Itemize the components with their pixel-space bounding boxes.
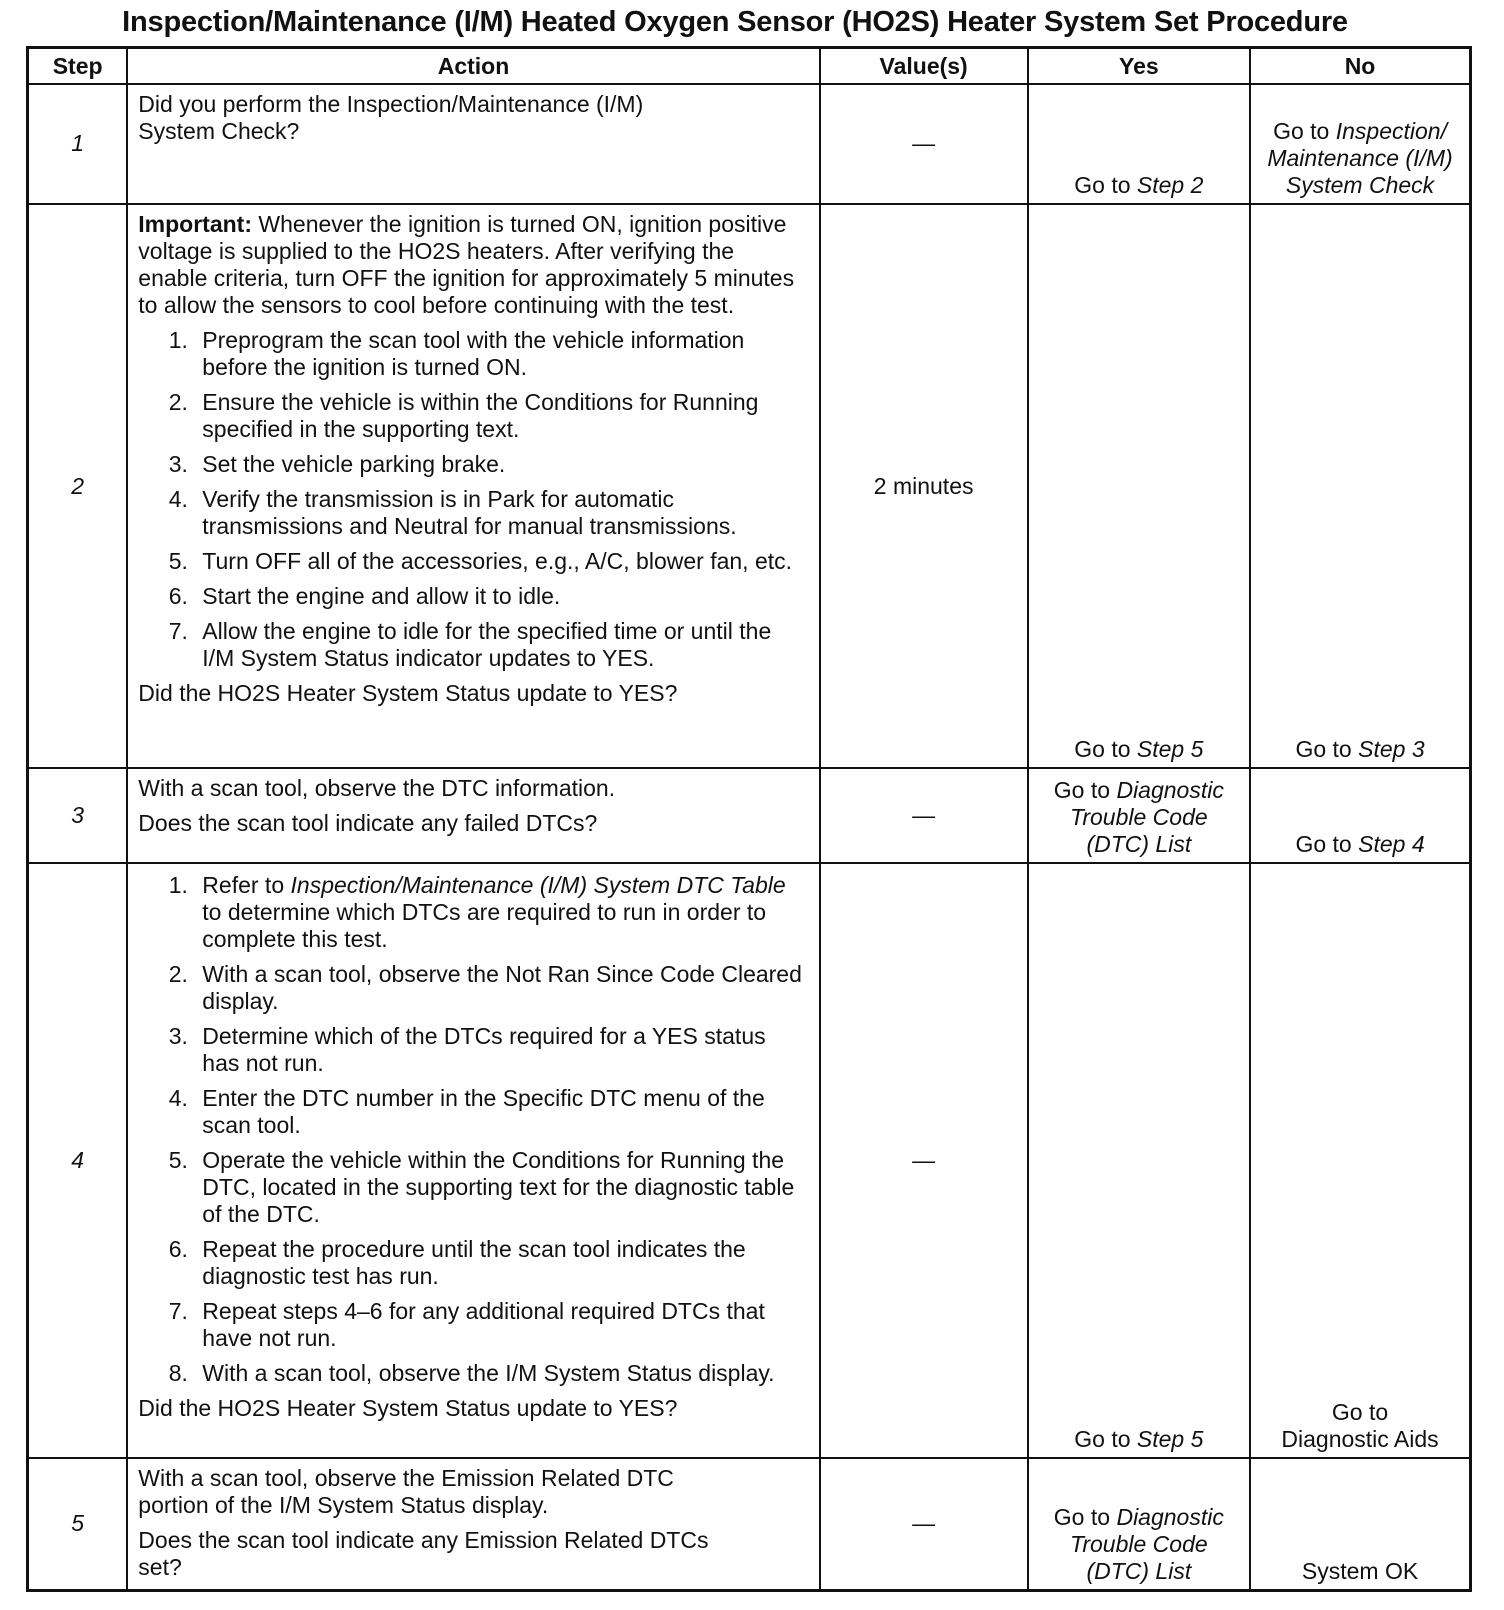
header-action: Action [127,48,819,85]
yes-cell [1028,84,1250,204]
table-row [28,1458,1471,1591]
yes-cell [1028,204,1250,769]
header-yes: Yes [1028,48,1250,85]
yes-link[interactable]: Diagnostic Trouble Code (DTC) List [1070,776,1224,857]
step-number: 5 [28,1458,128,1591]
action-cell [127,84,819,204]
list-item: 4. Enter the DTC number in the Specific DTC menu of the scan tool. [194,1085,808,1139]
value-cell: — [820,863,1028,1458]
important-text: Whenever the ignition is turned ON, ignition positive voltage is supplied to the HO2S heaters. After verifying the enable criteria, turn OFF the ignition for approximately 5 minutes to allow the sensors to cool before continuing with the test. [138,210,795,318]
value-cell: 2 minutes [820,204,1028,769]
no-prefix: Go to [1273,117,1336,144]
no-cell [1250,768,1470,862]
action-cell [127,863,819,1458]
value-cell: — [820,768,1028,862]
step-number: 2 [28,204,128,769]
yes-cell [1028,768,1250,862]
list-item: 2. With a scan tool, observe the Not Ran Since Code Cleared display. [194,961,808,1015]
action-cell [127,768,819,862]
important-note [138,211,808,319]
table-row [28,84,1471,204]
list-item [194,872,808,953]
header-no: No [1250,48,1470,85]
procedure-list [138,327,808,672]
step-action: With a scan tool, observe the Emission Related DTC portion of the I/M System Status display. [138,1464,674,1518]
value-cell: — [820,1458,1028,1591]
yes-prefix: Go to [1053,776,1117,803]
step-number: 3 [28,768,128,862]
step-question: Does the scan tool indicate any Emission Related DTCs set? [138,1526,709,1580]
yes-cell [1028,863,1250,1458]
no-link[interactable]: Step 3 [1358,736,1425,763]
list-item: 3. Set the vehicle parking brake. [194,451,808,478]
dtc-table-link[interactable]: Inspection/Maintenance (I/M) System DTC Table [290,871,786,898]
step-number: 1 [28,84,128,204]
no-prefix: Go to [1295,736,1359,763]
no-prefix: Go to [1295,830,1359,857]
list-item: 7. Allow the engine to idle for the specified time or until the I/M System Status indicator updates to YES. [194,618,808,672]
procedure-list [138,872,808,1387]
no-cell [1250,863,1470,1458]
table-row [28,204,1471,769]
no-cell [1250,204,1470,769]
yes-link[interactable]: Step 5 [1136,1425,1204,1452]
list-item: 7. Repeat steps 4–6 for any additional required DTCs that have not run. [194,1298,808,1352]
list-item: 1. Preprogram the scan tool with the vehicle information before the ignition is turned ON. [194,327,808,381]
action-cell [127,204,819,769]
no-cell [1250,84,1470,204]
yes-prefix: Go to [1053,1504,1117,1530]
step-action: With a scan tool, observe the DTC information. [138,775,616,802]
list-item: 5. Turn OFF all of the accessories, e.g., A/C, blower fan, etc. [194,548,808,575]
value-cell: — [820,84,1028,204]
yes-cell [1028,1458,1250,1591]
header-values: Value(s) [820,48,1028,85]
step-question: Did the HO2S Heater System Status update to YES? [138,679,678,706]
table-row [28,863,1471,1458]
list-item: 6. Repeat the procedure until the scan tool indicates the diagnostic test has run. [194,1236,808,1290]
step-question: Did the HO2S Heater System Status update to YES? [138,1394,678,1421]
no-link[interactable]: Step 4 [1358,830,1425,857]
yes-prefix: Go to [1074,736,1137,763]
procedure-table [26,46,1472,1592]
list-item: 8. With a scan tool, observe the I/M System Status display. [194,1360,808,1387]
list-item: 2. Ensure the vehicle is within the Conditions for Running specified in the supporting text. [194,389,808,443]
yes-prefix: Go to [1074,171,1137,198]
item-suffix: to determine which DTCs are required to run in order to complete this test. [202,898,767,952]
item-prefix: Refer to [202,871,291,898]
step-number: 4 [28,863,128,1458]
no-cell: System OK [1250,1458,1470,1591]
no-link[interactable]: Go to Diagnostic Aids [1281,1398,1439,1452]
list-item: 5. Operate the vehicle within the Conditions for Running the DTC, located in the supporting text for the diagnostic table of the DTC. [194,1147,808,1228]
yes-prefix: Go to [1074,1425,1137,1452]
list-item: 6. Start the engine and allow it to idle. [194,583,808,610]
table-row [28,768,1471,862]
no-link[interactable]: Inspection/ Maintenance (I/M) System Check [1267,117,1453,198]
important-label: Important: [138,210,253,237]
yes-link[interactable]: Step 5 [1136,736,1204,763]
page-title: Inspection/Maintenance (I/M) Heated Oxygen Sensor (HO2S) Heater System Set Procedure [122,6,1348,38]
step-question: Did you perform the Inspection/Maintenance (I/M) System Check? [138,91,644,144]
header-step: Step [28,48,128,85]
list-item: 4. Verify the transmission is in Park for automatic transmissions and Neutral for manual transmissions. [194,486,808,540]
step-question: Does the scan tool indicate any failed DTCs? [138,810,598,837]
list-item: 3. Determine which of the DTCs required for a YES status has not run. [194,1023,808,1077]
yes-link[interactable]: Step 2 [1136,171,1204,198]
action-cell [127,1458,819,1591]
yes-link[interactable]: Diagnostic Trouble Code (DTC) List [1070,1504,1224,1584]
header-row [28,48,1471,85]
